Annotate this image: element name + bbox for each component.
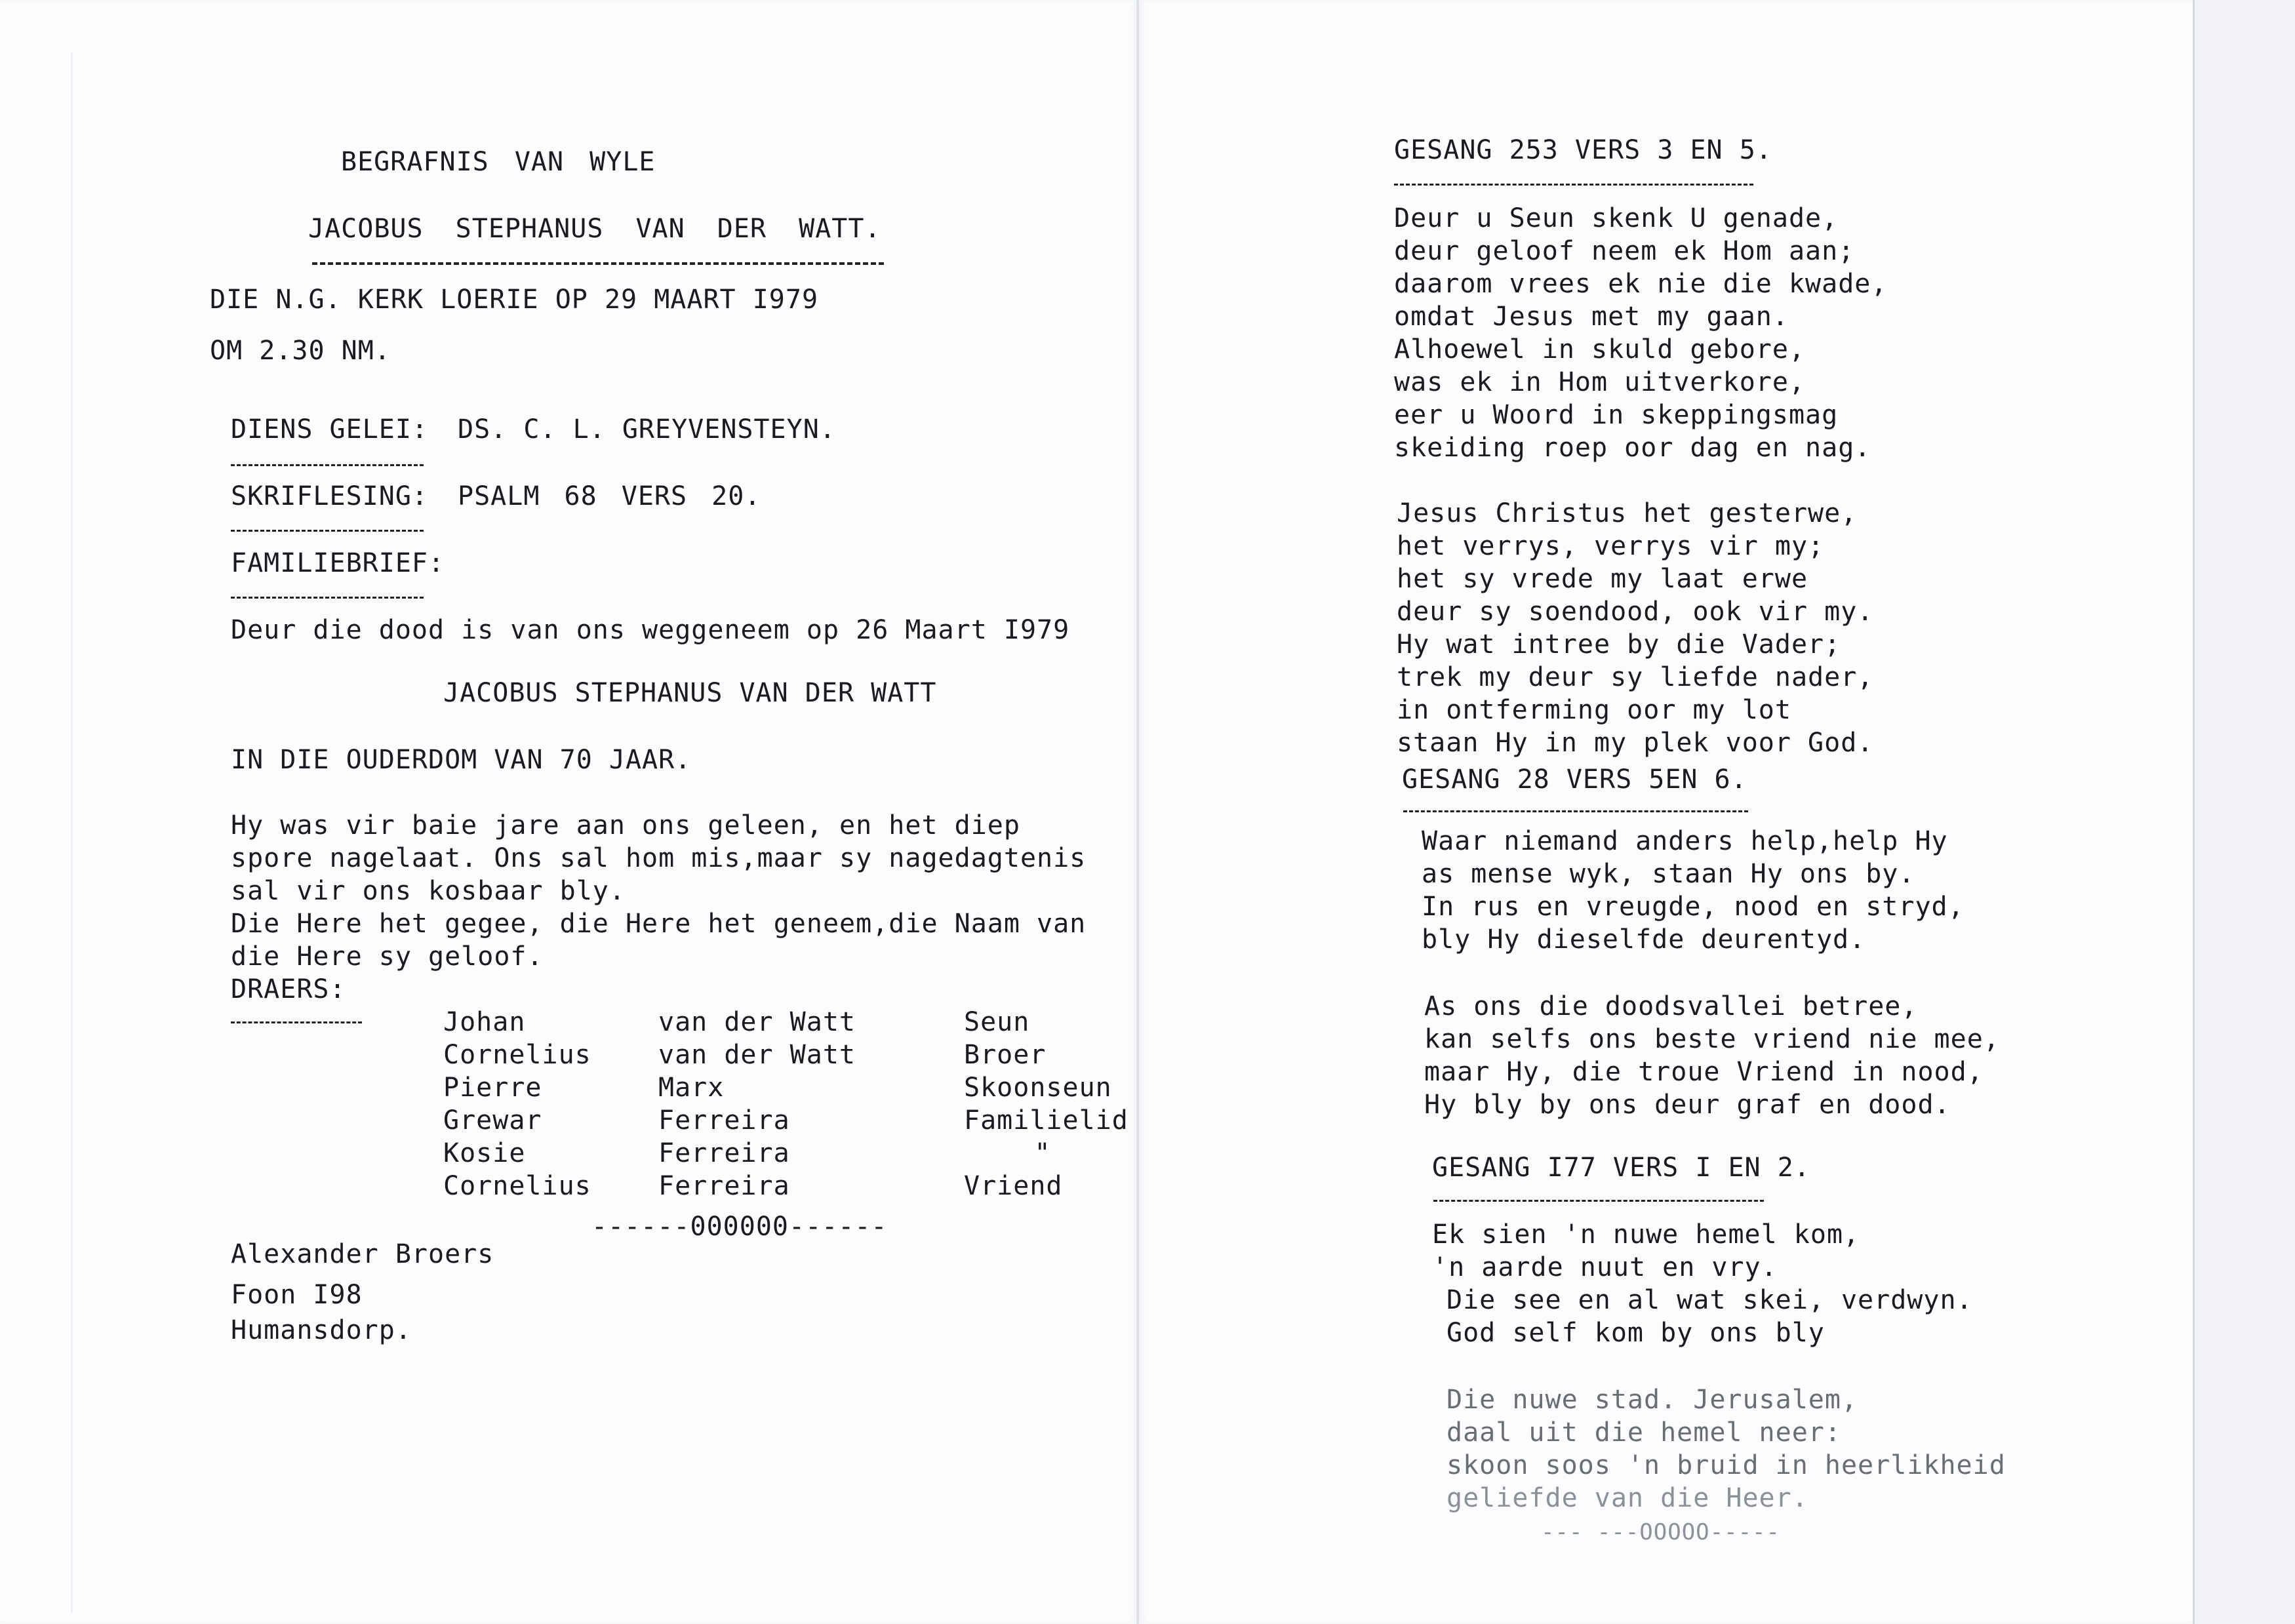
deceased-name: JACOBUS STEPHANUS VAN DER WATT: [443, 678, 937, 708]
hymn-line: maar Hy, die troue Vriend in nood,: [1424, 1057, 1984, 1087]
hymn-line: 'n aarde nuut en vry.: [1432, 1252, 1778, 1282]
service-value: DS. C. L. GREYVENSTEYN.: [458, 414, 836, 445]
hymn-line: was ek in Hom uitverkore,: [1394, 367, 1806, 397]
bearer-first-name: Grewar: [443, 1105, 542, 1136]
hymn3-title: GESANG I77 VERS I EN 2.: [1432, 1153, 1810, 1183]
bearer-first-name: Cornelius: [443, 1171, 591, 1201]
bearer-relation: ": [1034, 1138, 1051, 1168]
hymn-line: in ontferming oor my lot: [1397, 695, 1791, 725]
hymn-line: Ek sien 'n nuwe hemel kom,: [1432, 1219, 1860, 1250]
bearer-last-name: van der Watt: [658, 1040, 856, 1070]
hymn-line: skoon soos 'n bruid in heerlikheid: [1447, 1450, 2006, 1480]
hymn-line: geliefde van die Heer.: [1447, 1483, 1808, 1513]
bearer-last-name: van der Watt: [658, 1007, 856, 1037]
service-label: DIENS GELEI:: [231, 414, 428, 445]
service-underline: [231, 464, 424, 466]
hymn-line: daarom vrees ek nie die kwade,: [1394, 269, 1888, 299]
letter-body-line: sal vir ons kosbaar bly.: [231, 876, 626, 906]
deceased-age: IN DIE OUDERDOM VAN 70 JAAR.: [231, 745, 692, 775]
time-line: OM 2.30 NM.: [210, 336, 391, 366]
letter-body-line: die Here sy geloof.: [231, 941, 544, 972]
bearers-underline: [231, 1021, 362, 1023]
bearer-last-name: Ferreira: [658, 1105, 790, 1136]
hymn-line: Alhoewel in skuld gebore,: [1394, 334, 1806, 365]
bearer-last-name: Marx: [658, 1073, 725, 1103]
hymn-line: Hy bly by ons deur graf en dood.: [1424, 1090, 1951, 1120]
hymn-line: Die nuwe stad. Jerusalem,: [1447, 1385, 1858, 1415]
hymn-line: as mense wyk, staan Hy ons by.: [1422, 859, 1915, 889]
reading-underline: [231, 530, 424, 532]
hymn-line: Jesus Christus het gesterwe,: [1397, 498, 1858, 528]
letter-body-line: Hy was vir baie jare aan ons geleen, en het diep: [231, 810, 1020, 841]
page-fold: [1136, 0, 1139, 1624]
hymn2-title: GESANG 28 VERS 5EN 6.: [1402, 764, 1747, 795]
hymn-line: God self kom by ons bly: [1447, 1318, 1825, 1348]
left-separator: ------000000------: [591, 1212, 888, 1242]
hymn1-underline: [1394, 184, 1753, 186]
letter-body-line: Die Here het gegee, die Here het geneem,die Naam van: [231, 909, 1087, 939]
hymn-line: het verrys, verrys vir my;: [1397, 531, 1825, 561]
letter-label: FAMILIEBRIEF:: [231, 548, 445, 578]
bearer-first-name: Pierre: [443, 1073, 542, 1103]
letter-underline: [231, 597, 424, 599]
hymn-line: kan selfs ons beste vriend nie mee,: [1424, 1024, 2000, 1054]
letter-intro: Deur die dood is van ons weggeneem op 26 Maart I979: [231, 615, 1070, 645]
venue-line: DIE N.G. KERK LOERIE OP 29 MAART I979: [210, 285, 819, 315]
scan-edge-strip: [2193, 0, 2295, 1624]
heading-line-1: BEGRAFNIS VAN WYLE: [341, 147, 656, 177]
hymn-line: Deur u Seun skenk U genade,: [1394, 203, 1839, 233]
hymn-line: In rus en vreugde, nood en stryd,: [1422, 892, 1965, 922]
bearers-label: DRAERS:: [231, 974, 346, 1004]
bearer-first-name: Cornelius: [443, 1040, 591, 1070]
hymn-line: deur sy soendood, ook vir my.: [1397, 597, 1874, 627]
hymn-line: As ons die doodsvallei betree,: [1424, 991, 1918, 1021]
hymn3-underline: [1433, 1200, 1764, 1202]
hymn-line: omdat Jesus met my gaan.: [1394, 302, 1789, 332]
undertaker-town: Humansdorp.: [231, 1315, 412, 1345]
reading-value: PSALM 68 VERS 20.: [458, 481, 761, 511]
hymn-line: eer u Woord in skeppingsmag: [1394, 400, 1839, 430]
hymn-line: het sy vrede my laat erwe: [1397, 564, 1808, 594]
bearer-relation: Skoonseun: [964, 1073, 1112, 1103]
hymn-line: trek my deur sy liefde nader,: [1397, 662, 1874, 692]
hymn-line: bly Hy dieselfde deurentyd.: [1422, 924, 1866, 955]
bearer-last-name: Ferreira: [658, 1138, 790, 1168]
end-mark: --- ---OOOOO-----: [1541, 1519, 1780, 1545]
bearer-relation: Vriend: [964, 1171, 1063, 1201]
hymn-line: staan Hy in my plek voor God.: [1397, 728, 1874, 758]
hymn2-underline: [1403, 810, 1748, 812]
hymn-line: Hy wat intree by die Vader;: [1397, 629, 1841, 660]
hymn-line: Waar niemand anders help,help Hy: [1422, 826, 1948, 856]
hymn-line: skeiding roep oor dag en nag.: [1394, 433, 1871, 463]
letter-body-line: spore nagelaat. Ons sal hom mis,maar sy nagedagtenis: [231, 843, 1087, 873]
undertaker-name: Alexander Broers: [231, 1239, 494, 1269]
bearer-relation: Familielid: [964, 1105, 1128, 1136]
hymn-line: deur geloof neem ek Hom aan;: [1394, 236, 1855, 266]
bearer-first-name: Kosie: [443, 1138, 526, 1168]
page-edge-line: [71, 52, 73, 1613]
bearer-relation: Broer: [964, 1040, 1047, 1070]
hymn-line: daal uit die hemel neer:: [1447, 1417, 1841, 1448]
heading-underline: [312, 262, 884, 265]
heading-line-2: JACOBUS STEPHANUS VAN DER WATT.: [308, 214, 881, 244]
undertaker-phone: Foon I98: [231, 1280, 363, 1310]
reading-label: SKRIFLESING:: [231, 481, 428, 511]
hymn1-title: GESANG 253 VERS 3 EN 5.: [1394, 135, 1772, 165]
bearer-relation: Seun: [964, 1007, 1030, 1037]
bearer-first-name: Johan: [443, 1007, 526, 1037]
bearer-last-name: Ferreira: [658, 1171, 790, 1201]
hymn-line: Die see en al wat skei, verdwyn.: [1447, 1285, 1973, 1315]
